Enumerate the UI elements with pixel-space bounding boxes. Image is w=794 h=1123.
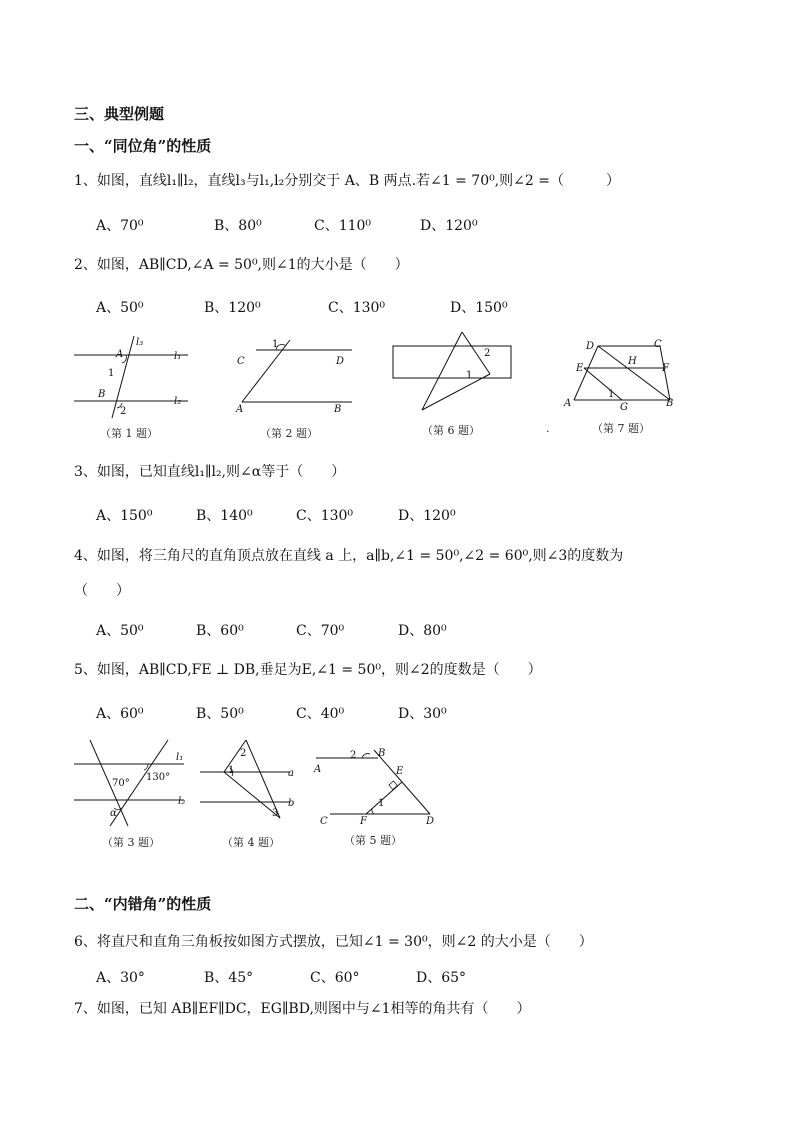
section-heading-examples: 三、典型例题 bbox=[74, 105, 165, 123]
fig7-label-h: H bbox=[628, 356, 637, 367]
fig4-label-angle1: 1 bbox=[228, 765, 235, 776]
fig7-label-angle1: 1 bbox=[608, 389, 615, 400]
fig6-label-angle1: 1 bbox=[466, 370, 473, 381]
question-3-option-d: D、120⁰ bbox=[398, 508, 456, 524]
fig4-label-a: a bbox=[288, 768, 294, 779]
question-2-text: 2、如图，AB∥CD,∠A = 50⁰,则∠1的大小是（ ） bbox=[74, 257, 409, 273]
question-1-option-b: B、80⁰ bbox=[214, 218, 262, 234]
figure-2 bbox=[228, 334, 358, 448]
question-6-option-a: A、30° bbox=[96, 970, 145, 986]
question-2-option-c: C、130⁰ bbox=[328, 300, 386, 316]
question-5-option-a: A、60⁰ bbox=[96, 706, 144, 722]
question-3-text: 3、如图，已知直线l₁∥l₂,则∠α等于（ ） bbox=[74, 464, 346, 480]
fig1-label-l2: l₂ bbox=[174, 396, 182, 407]
question-5-text: 5、如图，AB∥CD,FE ⊥ DB,垂足为E,∠1 = 50⁰，则∠2的度数是（ ） bbox=[74, 662, 542, 678]
figure-6 bbox=[388, 330, 518, 449]
fig4-label-angle2: 2 bbox=[240, 748, 247, 759]
fig1-label-a: A bbox=[116, 349, 124, 360]
fig4-caption: （第 4 题） bbox=[222, 836, 280, 849]
question-6-option-c: C、60° bbox=[310, 970, 360, 986]
section-heading-alternate-angles: 二、“内错角”的性质 bbox=[74, 895, 212, 913]
fig4-label-angle3: 3 bbox=[272, 808, 279, 819]
fig5-label-b: B bbox=[378, 748, 386, 759]
fig7-label-b: B bbox=[666, 398, 674, 409]
figure-3 bbox=[70, 738, 200, 862]
figure-5 bbox=[312, 738, 442, 862]
fig2-label-a: A bbox=[236, 404, 244, 415]
fig3-label-130: 130° bbox=[146, 772, 171, 783]
fig3-label-70: 70° bbox=[112, 778, 130, 789]
question-5-option-d: D、30⁰ bbox=[398, 706, 447, 722]
fig3-label-l1: l₁ bbox=[176, 752, 184, 763]
question-4-option-a: A、50⁰ bbox=[96, 623, 144, 639]
fig5-label-d: D bbox=[426, 816, 435, 827]
fig7-label-a: A bbox=[564, 398, 572, 409]
question-6-text: 6、将直尺和直角三角板按如图方式摆放，已知∠1 = 30⁰，则∠2 的大小是（ ） bbox=[74, 934, 593, 950]
question-1-option-d: D、120⁰ bbox=[420, 218, 478, 234]
question-3-option-b: B、140⁰ bbox=[196, 508, 253, 524]
fig3-label-alpha: α bbox=[110, 808, 117, 819]
fig1-label-l1: l₁ bbox=[174, 351, 182, 362]
fig7-label-d: D bbox=[586, 341, 595, 352]
fig5-label-a: A bbox=[314, 764, 322, 775]
question-1-text: 1、如图，直线l₁∥l₂，直线l₃与l₁,l₂分别交于 A、B 两点.若∠1 = 70⁰,则∠2 =（ ） bbox=[74, 173, 620, 189]
fig5-label-angle2: 2 bbox=[350, 750, 357, 761]
fig2-label-angle1: 1 bbox=[272, 339, 279, 350]
question-7-text: 7、如图，已知 AB∥EF∥DC，EG∥BD,则图中与∠1相等的角共有（ ） bbox=[74, 1001, 531, 1017]
question-4-text: 4、如图，将三角尺的直角顶点放在直线 a 上，a∥b,∠1 = 50⁰,∠2 = 60⁰,则∠3的度数为 bbox=[74, 548, 624, 564]
fig7-label-g: G bbox=[620, 402, 628, 413]
fig3-label-l2: l₂ bbox=[178, 796, 186, 807]
fig2-label-d: D bbox=[336, 356, 345, 367]
fig3-caption: （第 3 题） bbox=[102, 836, 160, 849]
fig7-label-c: C bbox=[654, 339, 662, 350]
section-heading-corresponding-angles: 一、“同位角”的性质 bbox=[74, 137, 212, 155]
fig2-label-c: C bbox=[237, 356, 245, 367]
question-2-option-a: A、50⁰ bbox=[96, 300, 144, 316]
fig7-dot: . bbox=[546, 422, 550, 435]
fig5-label-c: C bbox=[320, 816, 328, 827]
question-1-option-a: A、70⁰ bbox=[96, 218, 144, 234]
question-4-option-b: B、60⁰ bbox=[196, 623, 244, 639]
question-5-option-b: B、50⁰ bbox=[196, 706, 244, 722]
fig7-label-f: F bbox=[662, 363, 669, 374]
figure-1 bbox=[70, 334, 200, 448]
question-4-option-d: D、80⁰ bbox=[398, 623, 447, 639]
question-6-option-d: D、65° bbox=[416, 970, 467, 986]
question-3-option-c: C、130⁰ bbox=[296, 508, 354, 524]
question-1-option-c: C、110⁰ bbox=[314, 218, 372, 234]
question-6-option-b: B、45° bbox=[204, 970, 254, 986]
question-5-option-c: C、40⁰ bbox=[296, 706, 345, 722]
fig4-label-b: b bbox=[288, 798, 295, 809]
fig2-label-b: B bbox=[334, 404, 342, 415]
fig7-caption: （第 7 题） bbox=[592, 422, 650, 435]
fig1-caption: （第 1 题） bbox=[100, 427, 158, 440]
fig1-label-b: B bbox=[98, 389, 106, 400]
fig1-label-l3: l₃ bbox=[136, 337, 144, 348]
figure-7 bbox=[542, 336, 692, 450]
figure-4 bbox=[196, 738, 316, 862]
fig5-label-e: E bbox=[396, 766, 404, 777]
fig6-label-angle2: 2 bbox=[484, 348, 491, 359]
question-4-text-cont: （ ） bbox=[74, 583, 130, 599]
question-4-option-c: C、70⁰ bbox=[296, 623, 345, 639]
question-2-option-d: D、150⁰ bbox=[450, 300, 508, 316]
question-2-option-b: B、120⁰ bbox=[204, 300, 261, 316]
fig5-caption: （第 5 题） bbox=[344, 834, 402, 847]
fig1-label-angle2: 2 bbox=[120, 406, 127, 417]
fig2-caption: （第 2 题） bbox=[260, 427, 318, 440]
fig6-caption: （第 6 题） bbox=[422, 424, 480, 437]
question-3-option-a: A、150⁰ bbox=[96, 508, 153, 524]
fig5-label-f: F bbox=[360, 816, 367, 827]
fig1-label-angle1: 1 bbox=[108, 368, 115, 379]
fig5-label-angle1: 1 bbox=[378, 798, 385, 809]
fig7-label-e: E bbox=[576, 363, 584, 374]
